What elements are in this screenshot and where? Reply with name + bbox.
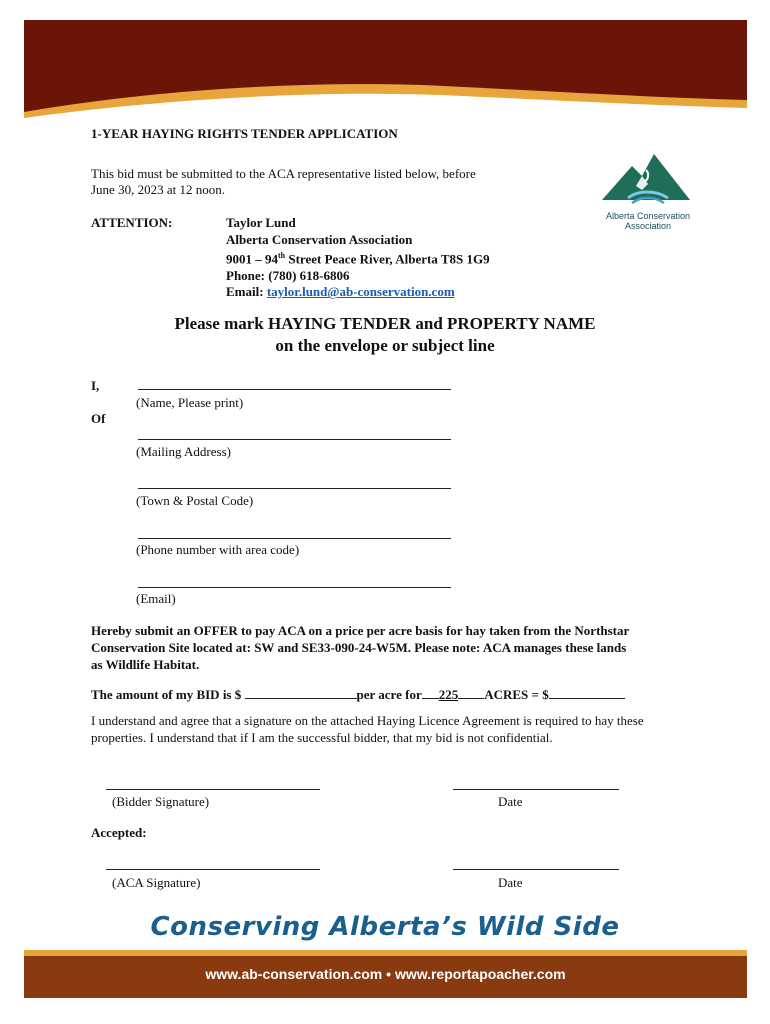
contact-block — [226, 215, 490, 301]
logo-text-line2: Association — [624, 221, 672, 231]
bid-total-input[interactable] — [549, 697, 625, 699]
bidder-signature-line[interactable] — [106, 789, 320, 790]
agree-line-2: properties. I understand that if I am the successful bidder, that my bid is not confidential. — [91, 730, 553, 745]
offer-line-2: Conservation Site located at: SW and SE33-090-24-W5M. Please note: ACA manages these lands — [91, 640, 627, 655]
aca-logo — [598, 150, 698, 230]
notice-line-2: on the envelope or subject line — [275, 336, 495, 355]
phone-caption: (Phone number with area code) — [136, 542, 300, 557]
document-title: 1-YEAR HAYING RIGHTS TENDER APPLICATION — [91, 126, 398, 141]
notice-line-1: Please mark HAYING TENDER and PROPERTY NAME — [174, 314, 596, 333]
footer-banner — [24, 950, 747, 998]
contact-email-row — [226, 284, 490, 301]
bidder-date-line[interactable] — [453, 789, 619, 790]
email-link[interactable]: taylor.lund@ab-conservation.com — [266, 284, 455, 300]
bid-line — [91, 687, 625, 703]
phone-input-line[interactable] — [138, 538, 451, 539]
envelope-notice — [0, 313, 770, 357]
agreement-paragraph — [91, 712, 644, 746]
contact-name: Taylor Lund — [226, 215, 296, 230]
name-input-line[interactable] — [138, 389, 451, 390]
address-street: Street Peace River, Alberta T8S 1G9 — [285, 251, 490, 267]
of-label: Of — [91, 411, 106, 426]
aca-signature-line[interactable] — [106, 869, 320, 870]
i-label: I, — [91, 378, 100, 393]
contact-org: Alberta Conservation Association — [226, 231, 413, 247]
header-banner — [24, 20, 747, 120]
town-postal-input-line[interactable] — [138, 488, 451, 489]
offer-line-3: as Wildlife Habitat. — [91, 657, 200, 672]
address-number: 9001 – 94 — [226, 251, 278, 267]
bid-acres-suffix: ACRES = $ — [484, 687, 549, 702]
bid-price-input[interactable] — [245, 697, 357, 699]
accepted-label: Accepted: — [91, 825, 147, 840]
mountain-logo-icon — [598, 150, 698, 206]
intro-line-1: This bid must be submitted to the ACA representative listed below, before — [91, 166, 476, 181]
address-sup: th — [278, 251, 286, 260]
mailing-address-caption: (Mailing Address) — [136, 444, 231, 459]
aca-signature-caption: (ACA Signature) — [112, 875, 201, 890]
aca-date-caption: Date — [498, 875, 523, 890]
contact-phone: Phone: (780) 618-6806 — [226, 267, 350, 283]
bid-per-acre: per acre for — [356, 687, 422, 702]
email-label: Email: — [226, 284, 267, 300]
email-input-line[interactable] — [138, 587, 451, 588]
bidder-date-caption: Date — [498, 794, 523, 809]
bidder-signature-caption: (Bidder Signature) — [112, 794, 210, 809]
name-caption: (Name, Please print) — [136, 395, 244, 410]
acres-underline-left — [422, 697, 439, 699]
tagline-wordmark: Conserving Alberta’s Wild Side — [150, 912, 620, 942]
bid-prefix: The amount of my BID is $ — [91, 687, 245, 702]
attention-label: ATTENTION: — [91, 215, 173, 230]
logo-text-line1: Alberta Conservation — [605, 211, 691, 221]
agree-line-1: I understand and agree that a signature on the attached Haying Licence Agreement is required to hay these — [91, 713, 644, 728]
contact-address — [226, 248, 490, 268]
mailing-address-input-line[interactable] — [138, 439, 451, 440]
bid-acres: 225 — [438, 687, 459, 702]
header-swoosh-graphic — [24, 20, 747, 120]
acres-underline-right — [458, 697, 484, 699]
town-postal-caption: (Town & Postal Code) — [136, 493, 254, 508]
footer-websites[interactable]: www.ab-conservation.com • www.reportapoacher.com — [205, 966, 566, 982]
offer-paragraph — [91, 622, 629, 673]
intro-line-2: June 30, 2023 at 12 noon. — [91, 182, 225, 197]
offer-line-1: Hereby submit an OFFER to pay ACA on a price per acre basis for hay taken from the Northstar — [91, 623, 630, 638]
email-caption: (Email) — [136, 591, 176, 606]
aca-date-line[interactable] — [453, 869, 619, 870]
